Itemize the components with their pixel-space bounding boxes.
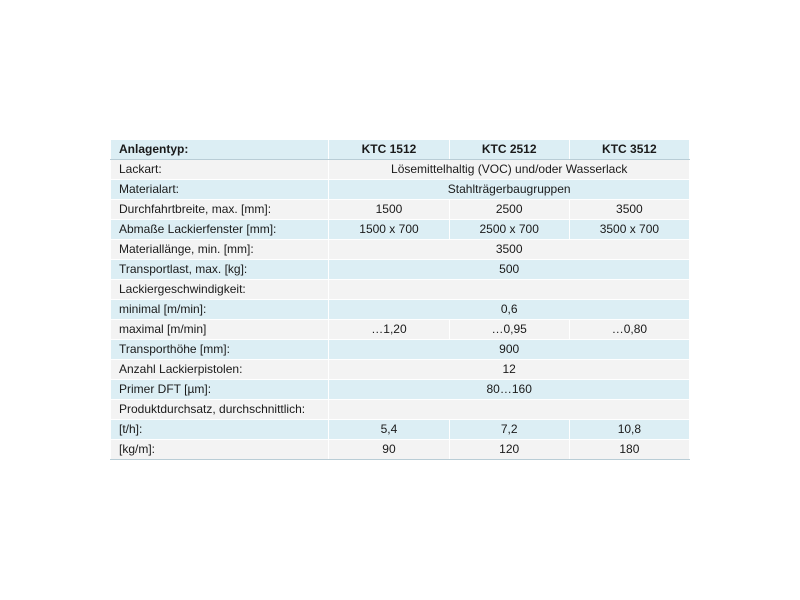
- spec-table: [110, 139, 690, 460]
- row-label: Abmaße Lackierfenster [mm]:: [111, 220, 329, 240]
- table-row: [111, 440, 690, 460]
- table-row: [111, 320, 690, 340]
- row-label: Materialart:: [111, 180, 329, 200]
- row-label: Lackiergeschwindigkeit:: [111, 280, 329, 300]
- table-row: [111, 360, 690, 380]
- row-value-merged: Stahlträgerbaugruppen: [329, 180, 690, 200]
- table-row: [111, 260, 690, 280]
- row-label: minimal [m/min]:: [111, 300, 329, 320]
- header-label: Anlagentyp:: [111, 140, 329, 160]
- row-value-merged: 500: [329, 260, 690, 280]
- table-row: [111, 240, 690, 260]
- row-label: Produktdurchsatz, durchschnittlich:: [111, 400, 329, 420]
- row-value: 2500: [449, 200, 569, 220]
- table-row: [111, 220, 690, 240]
- row-value-merged: [329, 280, 690, 300]
- row-label: [t/h]:: [111, 420, 329, 440]
- row-value: 3500: [569, 200, 689, 220]
- row-value: …1,20: [329, 320, 449, 340]
- header-ktc-1512: KTC 1512: [329, 140, 449, 160]
- row-value: 7,2: [449, 420, 569, 440]
- row-value: 5,4: [329, 420, 449, 440]
- row-label: Transportlast, max. [kg]:: [111, 260, 329, 280]
- row-value: 90: [329, 440, 449, 460]
- row-label: Primer DFT [µm]:: [111, 380, 329, 400]
- row-value: 180: [569, 440, 689, 460]
- header-row: [111, 140, 690, 160]
- row-value-merged: Lösemittelhaltig (VOC) und/oder Wasserlack: [329, 160, 690, 180]
- row-value: 1500 x 700: [329, 220, 449, 240]
- table-row: [111, 280, 690, 300]
- table-row: [111, 420, 690, 440]
- row-value-merged: 900: [329, 340, 690, 360]
- row-label: Materiallänge, min. [mm]:: [111, 240, 329, 260]
- row-value: 3500 x 700: [569, 220, 689, 240]
- spec-table-body: [111, 140, 690, 460]
- row-value: …0,80: [569, 320, 689, 340]
- table-row: [111, 340, 690, 360]
- row-value: 10,8: [569, 420, 689, 440]
- table-row: [111, 380, 690, 400]
- row-label: Lackart:: [111, 160, 329, 180]
- row-label: [kg/m]:: [111, 440, 329, 460]
- row-label: Transporthöhe [mm]:: [111, 340, 329, 360]
- row-value: 120: [449, 440, 569, 460]
- row-value: 1500: [329, 200, 449, 220]
- header-ktc-2512: KTC 2512: [449, 140, 569, 160]
- table-row: [111, 400, 690, 420]
- row-value-merged: 80…160: [329, 380, 690, 400]
- row-value: …0,95: [449, 320, 569, 340]
- table-row: [111, 300, 690, 320]
- row-label: Durchfahrtbreite, max. [mm]:: [111, 200, 329, 220]
- row-value-merged: 12: [329, 360, 690, 380]
- row-value-merged: 3500: [329, 240, 690, 260]
- header-ktc-3512: KTC 3512: [569, 140, 689, 160]
- table-row: [111, 200, 690, 220]
- row-label: maximal [m/min]: [111, 320, 329, 340]
- row-value-merged: 0,6: [329, 300, 690, 320]
- row-label: Anzahl Lackierpistolen:: [111, 360, 329, 380]
- row-value-merged: [329, 400, 690, 420]
- table-row: [111, 160, 690, 180]
- row-value: 2500 x 700: [449, 220, 569, 240]
- table-row: [111, 180, 690, 200]
